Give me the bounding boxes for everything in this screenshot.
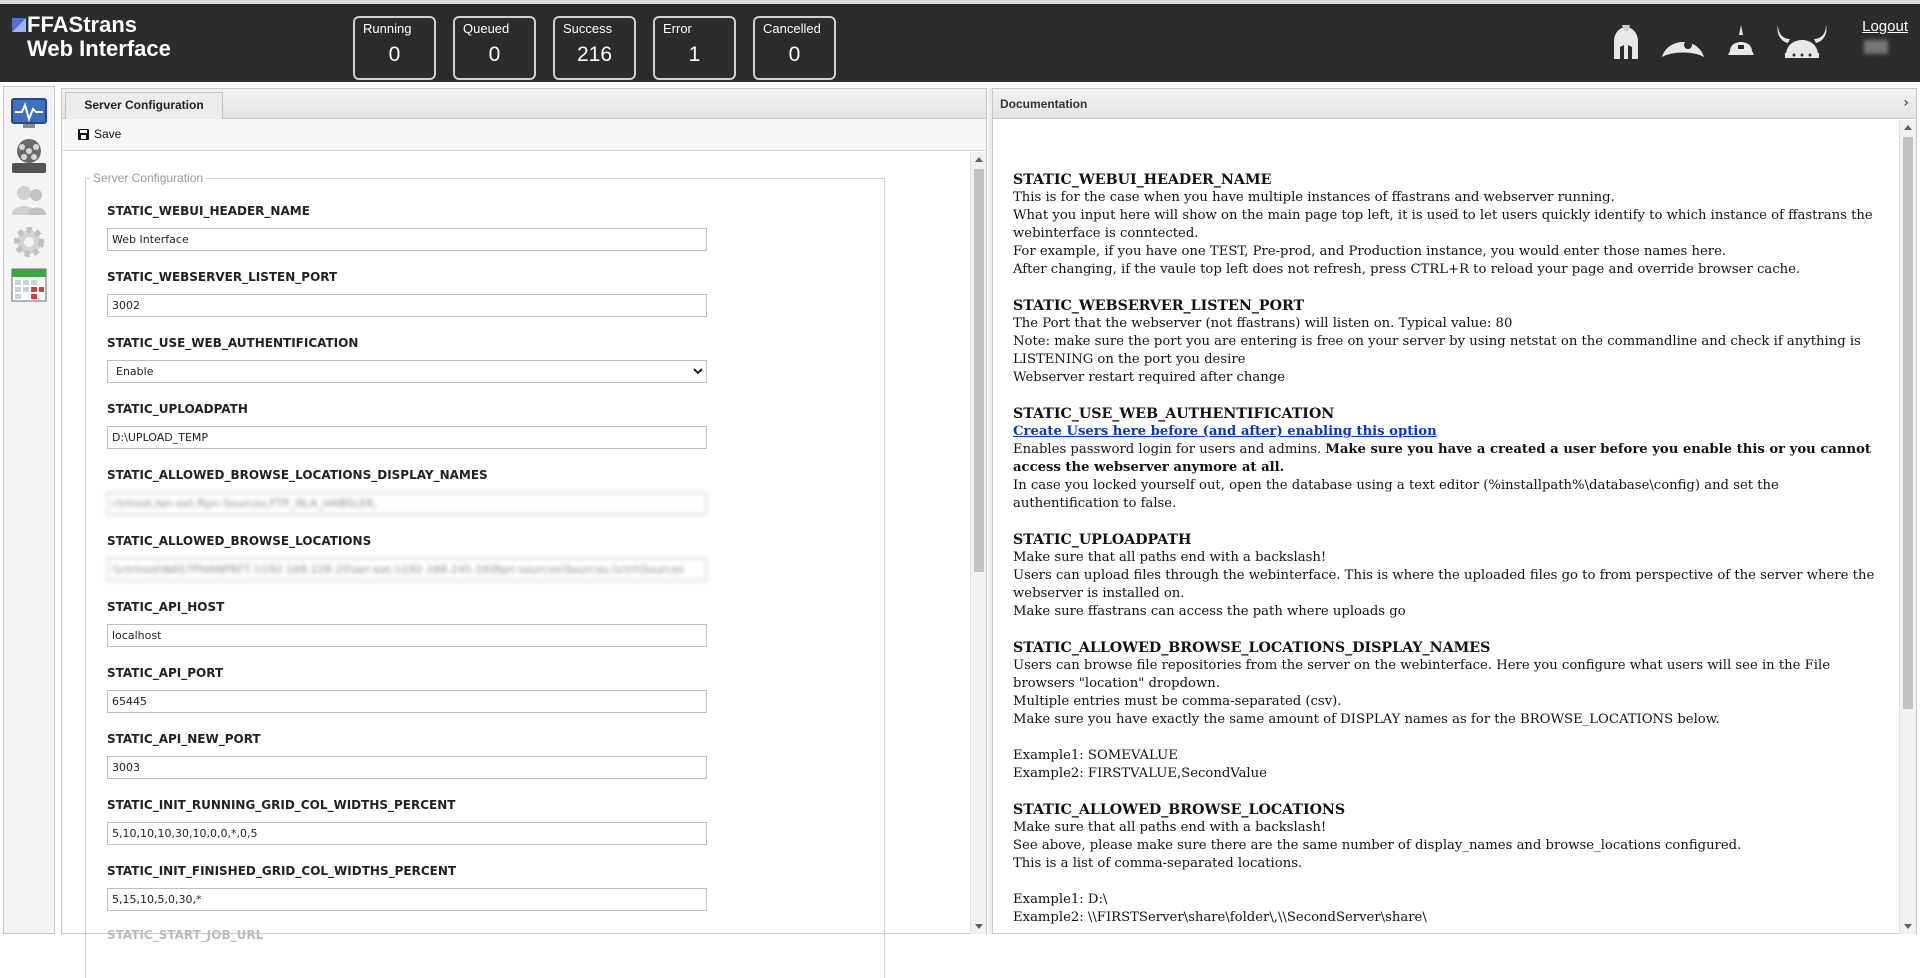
scroll-up-arrow-icon[interactable]: [1904, 125, 1912, 130]
brand-name: FFAStrans: [27, 12, 138, 37]
doc-text: What you input here will show on the main page top left, it is used to let users quickly identify to which instance of ffastrans the webinterface is conntected.: [1013, 208, 1873, 241]
doc-text: Note: make sure the port you are entering is free on your server by using netstat on the commandline and check if anything is LISTENING on the port you desire: [1013, 334, 1861, 367]
field-start-job-url: [107, 928, 263, 942]
webserver-listen-port-input[interactable]: [107, 294, 707, 317]
doc-section: [1013, 297, 1881, 387]
tab-server-configuration[interactable]: Server Configuration: [65, 92, 223, 119]
counter-label: Error: [663, 21, 692, 36]
field-browse-display-names: [107, 468, 488, 482]
monitor-icon: [10, 97, 48, 131]
counter-running[interactable]: [353, 16, 436, 80]
scroll-down-arrow-icon[interactable]: [975, 924, 983, 929]
running-grid-col-widths-input[interactable]: [107, 822, 707, 845]
spartan-helmet-icon[interactable]: [1612, 25, 1640, 61]
doc-text: Multiple entries must be comma-separated (csv).: [1013, 694, 1342, 709]
scroll-up-arrow-icon[interactable]: [975, 157, 983, 162]
doc-example: Example2: \\FIRSTServer\share\folder\,\\SecondServer\share\: [1013, 910, 1427, 925]
api-port-input[interactable]: [107, 690, 707, 713]
doc-heading: STATIC_ALLOWED_BROWSE_LOCATIONS: [1013, 802, 1346, 818]
documentation-scrollbar[interactable]: [1899, 120, 1916, 934]
instance-name: Web Interface: [27, 36, 171, 61]
browse-display-names-input[interactable]: [107, 492, 707, 515]
doc-section: [1013, 801, 1881, 927]
counter-queued[interactable]: [453, 16, 536, 80]
doc-section: [1013, 171, 1881, 279]
field-api-port: [107, 666, 223, 680]
field-api-host: [107, 600, 224, 614]
doc-example: Example1: SOMEVALUE: [1013, 748, 1178, 763]
chevron-right-icon[interactable]: ›: [1903, 95, 1909, 111]
doc-text: The Port that the webserver (not ffastrans) will listen on. Typical value: 80: [1013, 316, 1513, 331]
field-running-grid-col-widths: [107, 798, 455, 812]
api-host-input[interactable]: [107, 624, 707, 647]
doc-section: [1013, 531, 1881, 621]
sidebar: [3, 86, 55, 934]
doc-text: After changing, if the vaule top left does not refresh, press CTRL+R to reload your page and override browser cache.: [1013, 262, 1801, 277]
browse-locations-input[interactable]: [107, 558, 707, 581]
pickelhaube-icon[interactable]: [1726, 25, 1756, 61]
counter-value: 216: [576, 43, 613, 66]
scroll-thumb[interactable]: [1903, 137, 1913, 709]
field-label: STATIC_WEBUI_HEADER_NAME: [107, 204, 310, 218]
config-form: [62, 152, 986, 942]
doc-text: Make sure ffastrans can access the path where uploads go: [1013, 604, 1406, 619]
ffastrans-logo-icon: [12, 18, 26, 32]
doc-text: For example, if you have one TEST, Pre-prod, and Production instance, you would enter those names here.: [1013, 244, 1727, 259]
webui-header-name-input[interactable]: [107, 228, 707, 251]
brand: [12, 13, 171, 61]
scroll-down-arrow-icon[interactable]: [1904, 924, 1912, 929]
field-label: STATIC_API_PORT: [107, 666, 224, 680]
config-scrollbar[interactable]: [970, 152, 986, 934]
field-webserver-listen-port: [107, 270, 337, 284]
doc-text-part: Enables password login for users and admins.: [1013, 442, 1326, 457]
doc-heading: STATIC_ALLOWED_BROWSE_LOCATIONS_DISPLAY_NAMES: [1013, 640, 1491, 656]
job-counters: [353, 16, 836, 80]
sidebar-item-monitor[interactable]: [10, 97, 48, 135]
tab-strip: [62, 89, 986, 119]
avatar: [1864, 40, 1888, 54]
field-label: STATIC_API_NEW_PORT: [107, 732, 261, 746]
scheduler-calendar-icon: [10, 265, 48, 303]
documentation-header: [993, 89, 1916, 119]
doc-text: Make sure that all paths end with a backslash!: [1013, 550, 1327, 565]
doc-example: Example2: FIRSTVALUE,SecondValue: [1013, 766, 1267, 781]
doc-section: [1013, 405, 1881, 513]
scroll-thumb[interactable]: [974, 169, 984, 572]
field-label: STATIC_ALLOWED_BROWSE_LOCATIONS: [107, 534, 372, 548]
use-web-authentification-select[interactable]: [107, 360, 707, 383]
doc-text: This is a list of comma-separated locations.: [1013, 856, 1303, 871]
doc-text: In case you locked yourself out, open the database using a text editor (%installpath%\database\config) and set the authentification to false.: [1013, 478, 1779, 511]
fieldset-legend: Server Configuration: [90, 171, 206, 185]
counter-value: 0: [388, 43, 401, 66]
doc-text: See above, please make sure there are the same number of display_names and browse_locations configured.: [1013, 838, 1742, 853]
field-use-web-authentification: [107, 336, 358, 350]
floppy-disk-icon: [78, 129, 89, 140]
counter-success[interactable]: [553, 16, 636, 80]
counter-label: Queued: [463, 21, 510, 36]
field-webui-header-name: [107, 204, 310, 218]
doc-heading: STATIC_WEBUI_HEADER_NAME: [1013, 172, 1272, 188]
field-finished-grid-col-widths: [107, 864, 456, 878]
doc-heading: STATIC_USE_WEB_AUTHENTIFICATION: [1013, 406, 1335, 422]
field-api-new-port: [107, 732, 261, 746]
sidebar-item-jobs[interactable]: [10, 137, 48, 175]
doc-text: Make sure you have exactly the same amount of DISPLAY names as for the BROWSE_LOCATIONS below.: [1013, 712, 1720, 727]
sidebar-item-users[interactable]: [10, 183, 48, 221]
app-header: [0, 0, 1920, 82]
sidebar-item-scheduler[interactable]: [10, 265, 48, 303]
job-filmreel-icon: [10, 137, 48, 175]
documentation-body: [1013, 171, 1881, 931]
doc-example: Example1: D:\: [1013, 892, 1108, 907]
server-config-panel: [61, 88, 987, 942]
uploadpath-input[interactable]: [107, 426, 707, 449]
users-icon: [10, 183, 48, 217]
counter-cancelled[interactable]: [753, 16, 836, 80]
viking-helmet-icon[interactable]: [1776, 21, 1828, 61]
bicorne-hat-icon[interactable]: [1660, 31, 1706, 61]
field-label: STATIC_WEBSERVER_LISTEN_PORT: [107, 270, 338, 284]
counter-value: 1: [688, 43, 701, 66]
finished-grid-col-widths-input[interactable]: [107, 888, 707, 911]
counter-label: Running: [363, 21, 412, 36]
counter-value: 0: [788, 43, 801, 66]
counter-error[interactable]: [653, 16, 736, 80]
sidebar-item-settings[interactable]: [10, 223, 48, 261]
save-button[interactable]: [78, 127, 121, 141]
doc-text: [1013, 441, 1881, 477]
field-label: STATIC_INIT_RUNNING_GRID_COL_WIDTHS_PERCENT: [107, 798, 456, 812]
settings-gear-icon: [10, 223, 48, 261]
doc-text: Users can upload files through the webinterface. This is where the uploaded files go to from perspective of the server where the webserver is installed on.: [1013, 568, 1875, 601]
save-label: Save: [94, 127, 122, 141]
doc-heading: STATIC_WEBSERVER_LISTEN_PORT: [1013, 298, 1305, 314]
doc-text: This is for the case when you have multiple instances of ffastrans and webserver running.: [1013, 190, 1615, 205]
documentation-title: Documentation: [1000, 97, 1088, 111]
create-users-link[interactable]: Create Users here before (and after) enabling this option: [1013, 424, 1437, 439]
doc-heading: STATIC_UPLOADPATH: [1013, 532, 1192, 548]
counter-label: Cancelled: [763, 21, 821, 36]
field-label: STATIC_UPLOADPATH: [107, 402, 248, 416]
doc-warning: Make sure you have a created a user before you enable this or you cannot access the webserver anymore at all.: [1013, 442, 1871, 475]
doc-text: Make sure that all paths end with a backslash!: [1013, 820, 1327, 835]
field-label: STATIC_INIT_FINISHED_GRID_COL_WIDTHS_PERCENT: [107, 864, 457, 878]
doc-text: Webserver restart required after change: [1013, 370, 1286, 385]
api-new-port-input[interactable]: [107, 756, 707, 779]
doc-section: [1013, 639, 1881, 783]
field-uploadpath: [107, 402, 248, 416]
field-label: STATIC_ALLOWED_BROWSE_LOCATIONS_DISPLAY_NAMES: [107, 468, 488, 482]
field-label: STATIC_API_HOST: [107, 600, 225, 614]
field-label: STATIC_START_JOB_URL: [107, 928, 264, 942]
logout-link[interactable]: Logout: [1862, 18, 1908, 35]
doc-text: Users can browse file repositories from the server on the webinterface. Here you configure what users will see in the File browsers "location" dropdown.: [1013, 658, 1831, 691]
helmet-bar: [1612, 21, 1828, 61]
field-label: STATIC_USE_WEB_AUTHENTIFICATION: [107, 336, 359, 350]
config-toolbar: [62, 119, 986, 151]
counter-value: 0: [488, 43, 501, 66]
counter-label: Success: [563, 21, 613, 36]
documentation-panel: [992, 88, 1917, 934]
field-browse-locations: [107, 534, 371, 548]
